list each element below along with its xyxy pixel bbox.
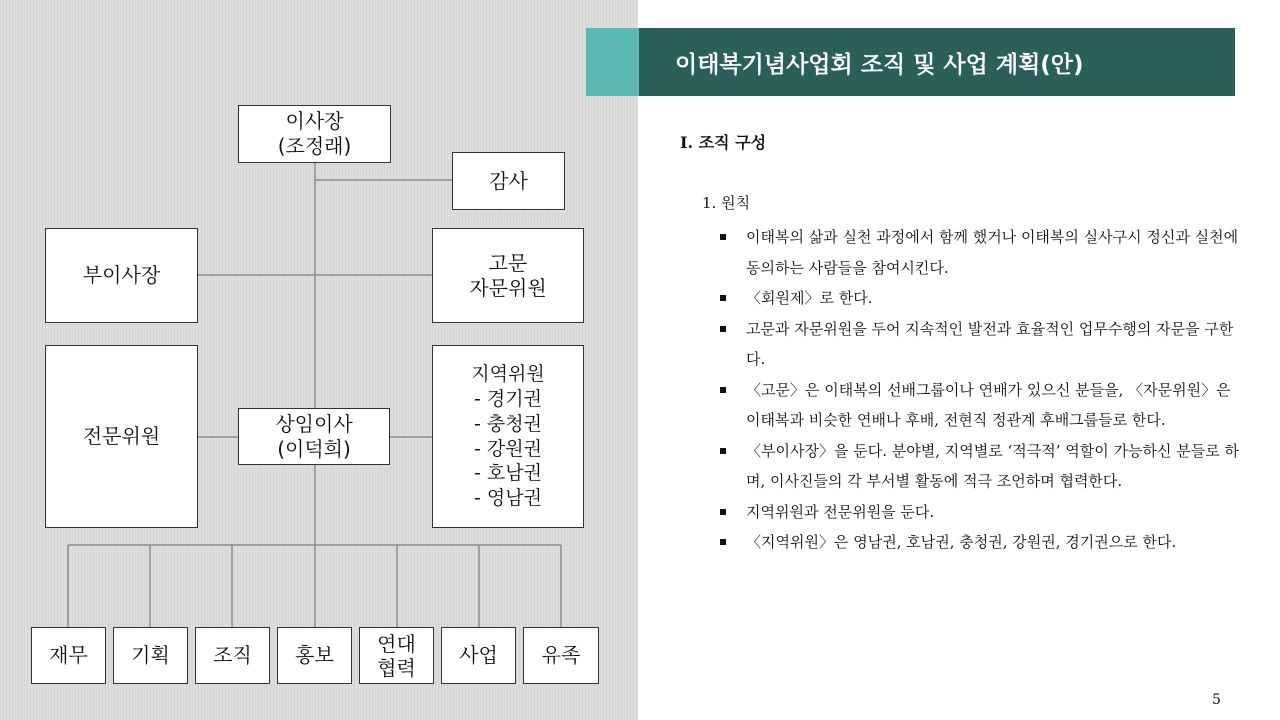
standing-director-box [238, 408, 390, 465]
chairman-name: (조정래) [277, 134, 352, 158]
department-box-pr [277, 627, 352, 684]
auditor-label: 감사 [489, 168, 528, 193]
regional-item: - 호남권 [474, 462, 542, 485]
content-area [680, 130, 1240, 551]
department-box-solidarity [359, 627, 434, 684]
department-label: 기획 [131, 643, 170, 667]
list-item: 〈부이사장〉을 둔다. 분야별, 지역별로 ‘적극적’ 역할이 가능하신 분들로 하며, 이사진들의 각 부서별 활동에 적극 조언하며 협력한다. [720, 436, 1240, 497]
list-item: 이태복의 삶과 실천 과정에서 함께 했거나 이태복의 실사구시 정신과 실천에 동의하는 사람들을 참여시킨다. [720, 222, 1240, 283]
advisors-box [432, 228, 584, 323]
regional-item: - 영남권 [474, 486, 542, 509]
slide-title-bar [639, 28, 1235, 96]
regional-list [474, 387, 542, 510]
page-number: 5 [1212, 692, 1221, 708]
regional-item: - 강원권 [474, 437, 542, 460]
department-label: 사업 [459, 643, 498, 667]
department-box-organization [195, 627, 270, 684]
regional-item: - 경기권 [474, 388, 542, 411]
title-accent-block [586, 28, 639, 96]
department-box-business [441, 627, 516, 684]
regional-title: 지역위원 [471, 363, 545, 386]
advisors-line2: 자문위원 [469, 275, 547, 300]
list-item: 〈지역위원〉은 영남권, 호남권, 충청권, 강원권, 경기권으로 한다. [720, 527, 1240, 558]
department-box-planning [113, 627, 188, 684]
department-label: 유족 [541, 643, 581, 667]
experts-box [45, 345, 198, 528]
department-label: 홍보 [295, 643, 334, 667]
experts-label: 전문위원 [82, 424, 161, 448]
auditor-box [452, 152, 565, 210]
department-label: 연대 협력 [377, 631, 416, 680]
slide-title: 이태복기념사업회 조직 및 사업 계획(안) [675, 51, 1084, 78]
org-chart-panel [0, 0, 638, 720]
chairman-box [238, 105, 391, 163]
department-box-finance [31, 627, 106, 684]
department-box-bereaved [523, 627, 599, 684]
list-item: 지역위원과 전문위원을 둔다. [720, 497, 1240, 528]
list-item: 고문과 자문위원을 두어 지속적인 발전과 효율적인 업무수행의 자문을 구한다. [720, 314, 1240, 375]
section-heading: I. 조직 구성 [680, 133, 767, 152]
chairman-role: 이사장 [285, 109, 344, 133]
vice-chairman-box [45, 228, 198, 323]
standing-director-role: 상임이사 [275, 411, 353, 436]
principles-list [720, 222, 1240, 558]
standing-director-name: (이덕희) [277, 436, 351, 461]
regional-box [432, 345, 584, 528]
department-label: 조직 [213, 643, 252, 667]
subsection-heading: 1. 원칙 [702, 194, 751, 212]
list-item: 〈회원제〉로 한다. [720, 283, 1240, 314]
regional-item: - 충청권 [474, 412, 542, 435]
vice-chairman-label: 부이사장 [82, 263, 161, 287]
department-label: 재무 [49, 643, 88, 667]
list-item: 〈고문〉은 이태복의 선배그룹이나 연배가 있으신 분들을, 〈자문위원〉은 이태복과 비슷한 연배나 후배, 전현직 정관계 후배그룹들로 한다. [720, 375, 1240, 436]
advisors-line1: 고문 [488, 250, 528, 275]
